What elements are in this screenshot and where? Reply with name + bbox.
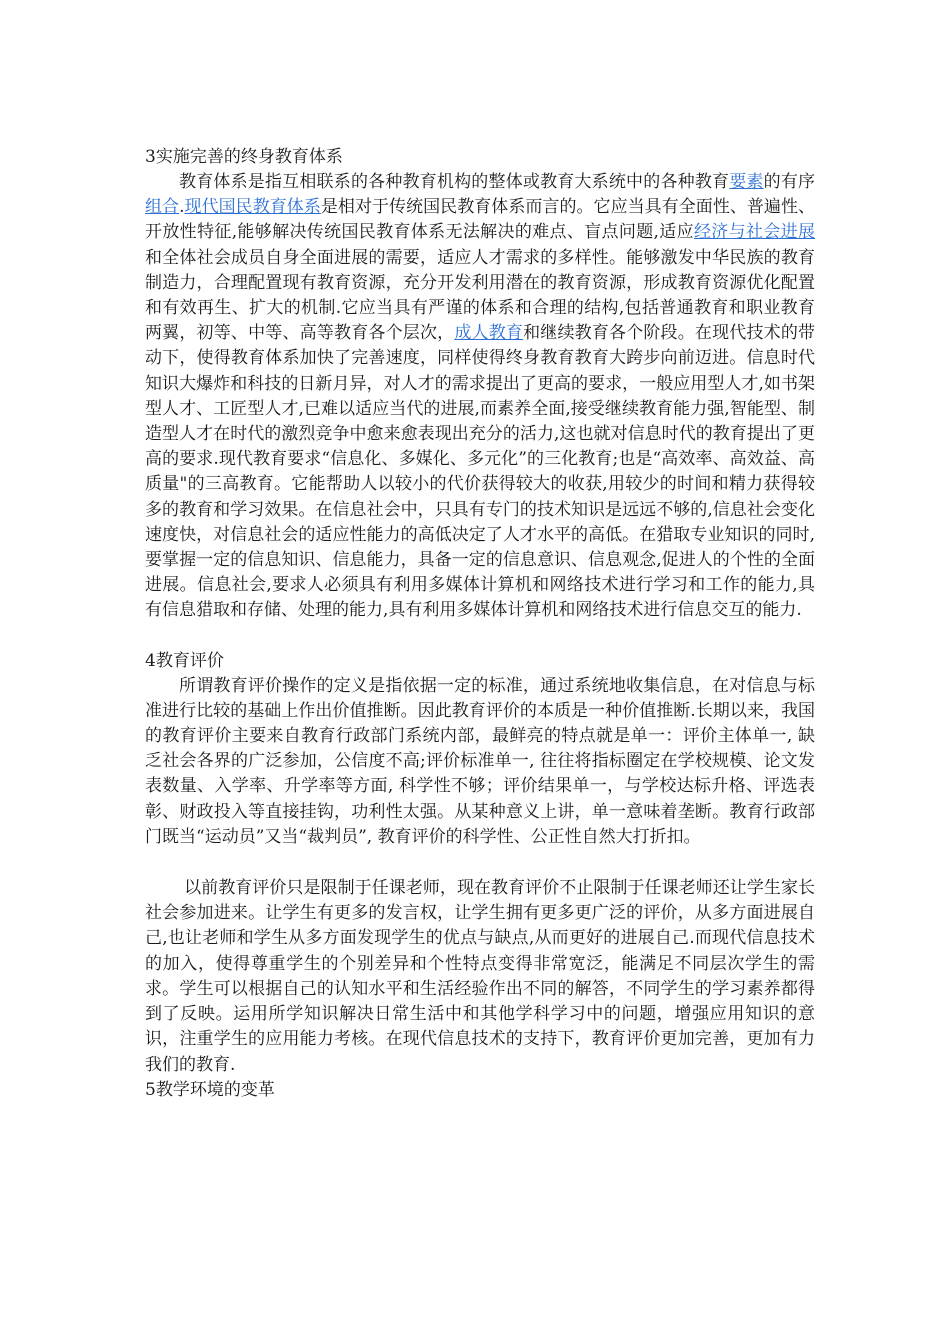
section-3-text-3: . (179, 197, 185, 218)
section-3-text-5: 和全体社会成员自身全面进展的需要，适应人才需求的多样性。能够激发中华民族的教育制造力，合理配置现有教育资源，充分开发利用潜在的教育资源，形成教育资源优化配置和有效再生、扩大的机制.它应当具有严谨的体系和合理的结构,包括普通教育和职业教育两翼，初等、中等、高等教育各个层次， (145, 247, 815, 344)
section-3-text-2: 的有序 (763, 172, 816, 192)
section-4-paragraph-1: 所谓教育评价操作的定义是指依据一定的标准，通过系统地收集信息，在对信息与标准进行比较的基础上作出价值推断。因此教育评价的本质是一种价值推断.长期以来，我国的教育评价主要来自教育行政部门系统内部，最鲜亮的特点就是单一：评价主体单一, 缺乏社会各界的广泛参加，公信度不高;评价标准单一, 往往将指标圈定在学校规模、论文发表数量、入学率、升学率等方面, 科学性不够；评价结果单一，与学校达标升格、评选表彰、财政投入等直接挂钩，功利性太强。从某种意义上讲，单一意味着垄断。教育行政部门既当“运动员”又当“裁判员”, 教育评价的科学性、公正性自然大打折扣。 (145, 675, 815, 847)
spacer (145, 624, 815, 649)
link-yaosu[interactable]: 要素 (729, 172, 764, 192)
section-3-heading: 3实施完善的终身教育体系 (145, 147, 343, 167)
section-4-paragraph-2: 以前教育评价只是限制于任课老师，现在教育评价不止限制于任课老师还让学生家长社会参加进来。让学生有更多的发言权，让学生拥有更多更广泛的评价，从多方面进展自己,也让老师和学生从多方面发现学生的优点与缺点,从而更好的进展自己.而现代信息技术的加入，使得尊重学生的个别差异和个性特点变得非常宽泛，能满足不同层次学生的需求。学生可以根据自己的认知水平和生活经验作出不同的解答，不同学生的学习素养都得到了反映。运用所学知识解决日常生活中和其他学科学习中的问题，增强应用知识的意识，注重学生的应用能力考核。在现代信息技术的支持下，教育评价更加完善，更加有力我们的教育. (145, 878, 815, 1075)
document-page (145, 145, 815, 1103)
section-3-text-6: 和继续教育各个阶段。在现代技术的带动下，使得教育体系加快了完善速度，同样使得终身教育教育大跨步向前迈进。信息时代知识大爆炸和科技的日新月异，对人才的需求提出了更高的要求，一般应用型人才,如书架型人才、工匠型人才,已难以适应当代的进展,而素养全面,接受继续教育能力强,智能型、制造型人才在时代的激烈竞争中愈来愈表现出充分的活力,这也就对信息时代的教育提出了更高的要求.现代教育要求“信息化、多媒化、多元化”的三化教育;也是“高效率、高效益、高质量"的三高教育。它能帮助人以较小的代价获得较大的收获,用较少的时间和精力获得较多的教育和学习效果。在信息社会中，只具有专门的技术知识是远远不够的,信息社会变化速度快，对信息社会的适应性能力的高低决定了人才水平的高低。在猎取专业知识的同时,要掌握一定的信息知识、信息能力，具备一定的信息意识、信息观念,促进人的个性的全面进展。信息社会,要求人必须具有利用多媒体计算机和网络技术进行学习和工作的能力,具有信息猎取和存储、处理的能力,具有利用多媒体计算机和网络技术进行信息交互的能力. (145, 323, 816, 621)
section-3-paragraph (145, 170, 815, 624)
link-modern-education-system[interactable]: 现代国民教育体系 (184, 197, 321, 218)
section-3-text-4: 是相对于传统国民教育体系而言的。它应当具有全面性、普遍性、开放性特征,能够解决传统国民教育体系无法解决的难点、盲点问题,适应 (145, 197, 816, 243)
section-3-text-1: 教育体系是指互相联系的各种教育机构的整体或教育大系统中的各种教育 (179, 172, 730, 192)
spacer (145, 850, 815, 876)
link-economy-society[interactable]: 经济与社会进展 (693, 222, 815, 243)
section-4-heading: 4教育评价 (145, 650, 224, 671)
link-zuhe[interactable]: 组合 (145, 197, 180, 218)
section-5-heading: 5教学环境的变革 (145, 1079, 275, 1100)
link-adult-education[interactable]: 成人教育 (454, 323, 524, 344)
